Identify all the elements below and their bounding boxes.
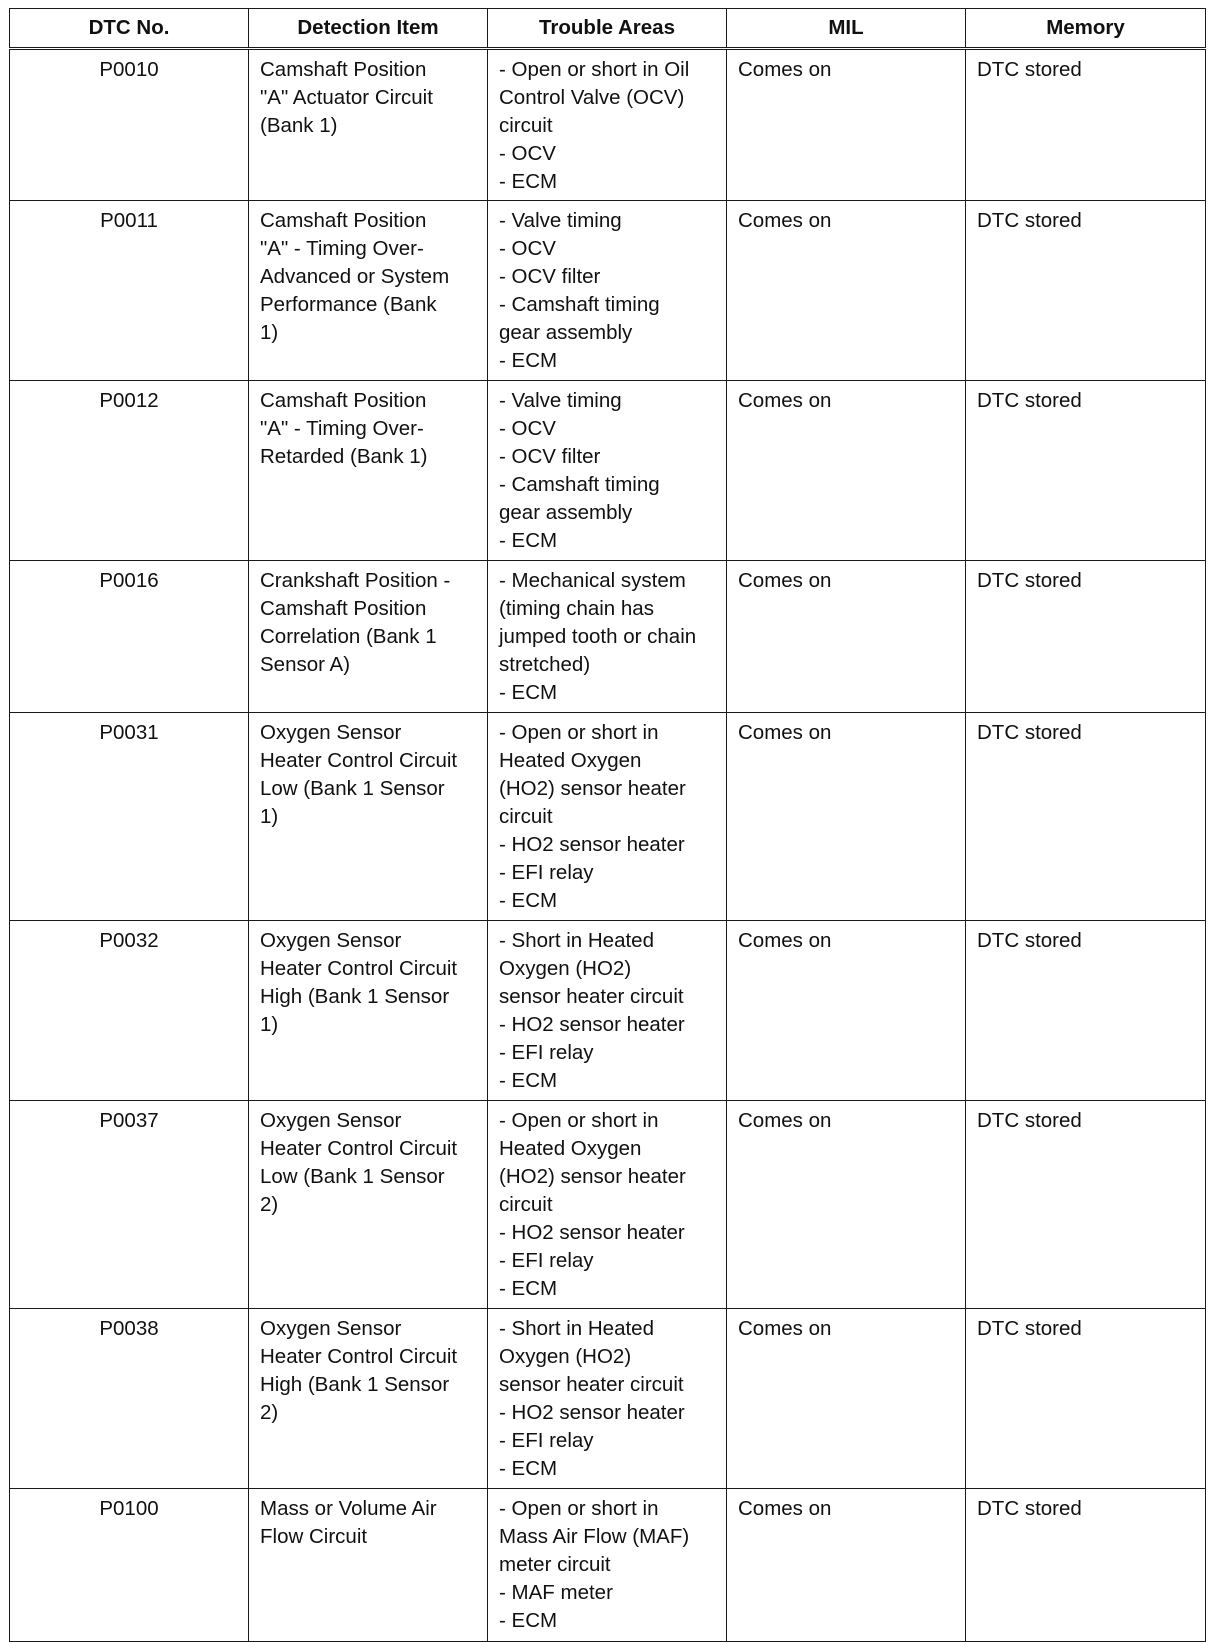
- memory-cell: DTC stored: [966, 1101, 1206, 1309]
- memory-cell: DTC stored: [966, 561, 1206, 713]
- trouble-area-line: (timing chain has: [499, 597, 654, 620]
- trouble-area-line: - ECM: [499, 1609, 558, 1632]
- trouble-area-line: Control Valve (OCV): [499, 86, 685, 109]
- dtc-code-cell: P0100: [10, 1489, 249, 1642]
- trouble-area-line: (HO2) sensor heater: [499, 1165, 686, 1188]
- detection-item-line: Camshaft Position: [260, 597, 427, 620]
- mil-cell: Comes on: [727, 561, 966, 713]
- detection-item-line: "A" - Timing Over-: [260, 417, 424, 440]
- detection-item-line: Heater Control Circuit: [260, 957, 458, 980]
- trouble-area-line: - OCV: [499, 417, 556, 440]
- trouble-area-line: Heated Oxygen: [499, 1137, 642, 1160]
- detection-item-line: Correlation (Bank 1: [260, 625, 437, 648]
- header-row: [10, 9, 1206, 49]
- header-memory: Memory: [966, 9, 1206, 49]
- memory-cell: DTC stored: [966, 921, 1206, 1101]
- trouble-area-line: Heated Oxygen: [499, 749, 642, 772]
- detection-item-line: Oxygen Sensor: [260, 721, 402, 744]
- trouble-area-line: - Camshaft timing: [499, 473, 660, 496]
- header-trouble-areas: Trouble Areas: [488, 9, 727, 49]
- trouble-area-line: circuit: [499, 805, 553, 828]
- detection-item-line: Heater Control Circuit: [260, 1345, 458, 1368]
- trouble-areas-cell: [488, 381, 727, 561]
- detection-item-cell: [249, 561, 488, 713]
- memory-cell: DTC stored: [966, 381, 1206, 561]
- mil-cell: Comes on: [727, 1309, 966, 1489]
- detection-item-line: "A" Actuator Circuit: [260, 86, 433, 109]
- mil-cell: Comes on: [727, 921, 966, 1101]
- memory-cell: DTC stored: [966, 49, 1206, 201]
- memory-cell: DTC stored: [966, 1309, 1206, 1489]
- detection-item-line: Crankshaft Position -: [260, 569, 451, 592]
- detection-item-cell: [249, 713, 488, 921]
- detection-item-line: Flow Circuit: [260, 1525, 368, 1548]
- trouble-areas-cell: [488, 921, 727, 1101]
- trouble-areas-cell: [488, 561, 727, 713]
- detection-item-line: Camshaft Position: [260, 389, 427, 412]
- trouble-area-line: - ECM: [499, 529, 558, 552]
- trouble-areas-cell: [488, 49, 727, 201]
- trouble-area-line: - Mechanical system: [499, 569, 686, 592]
- trouble-area-line: - ECM: [499, 170, 558, 193]
- detection-item-cell: [249, 1101, 488, 1309]
- trouble-area-line: - ECM: [499, 681, 558, 704]
- trouble-area-line: - ECM: [499, 1069, 558, 1092]
- detection-item-line: Retarded (Bank 1): [260, 445, 428, 468]
- table-row: [10, 561, 1206, 713]
- detection-item-line: Sensor A): [260, 653, 351, 676]
- trouble-areas-cell: [488, 1101, 727, 1309]
- detection-item-line: 2): [260, 1193, 279, 1216]
- trouble-areas-cell: [488, 1309, 727, 1489]
- detection-item-line: High (Bank 1 Sensor: [260, 1373, 450, 1396]
- mil-cell: Comes on: [727, 201, 966, 381]
- detection-item-line: Oxygen Sensor: [260, 1317, 402, 1340]
- table-row: [10, 713, 1206, 921]
- detection-item-line: Oxygen Sensor: [260, 929, 402, 952]
- trouble-area-line: stretched): [499, 653, 591, 676]
- memory-cell: DTC stored: [966, 713, 1206, 921]
- trouble-area-line: - Open or short in: [499, 1109, 659, 1132]
- mil-cell: Comes on: [727, 381, 966, 561]
- trouble-area-line: - EFI relay: [499, 1429, 594, 1452]
- header-detection-item: Detection Item: [249, 9, 488, 49]
- trouble-area-line: - HO2 sensor heater: [499, 833, 685, 856]
- header-mil: MIL: [727, 9, 966, 49]
- dtc-code-cell: P0012: [10, 381, 249, 561]
- trouble-area-line: meter circuit: [499, 1553, 611, 1576]
- detection-item-line: Performance (Bank: [260, 293, 437, 316]
- trouble-area-line: - Valve timing: [499, 389, 622, 412]
- mil-cell: Comes on: [727, 1489, 966, 1642]
- detection-item-line: Mass or Volume Air: [260, 1497, 437, 1520]
- table-body: [10, 49, 1206, 1642]
- detection-item-line: Heater Control Circuit: [260, 749, 458, 772]
- table-row: [10, 921, 1206, 1101]
- trouble-area-line: - OCV filter: [499, 265, 601, 288]
- trouble-areas-cell: [488, 201, 727, 381]
- trouble-area-line: - Open or short in: [499, 721, 659, 744]
- dtc-code-cell: P0016: [10, 561, 249, 713]
- trouble-area-line: - MAF meter: [499, 1581, 613, 1604]
- trouble-area-line: - HO2 sensor heater: [499, 1401, 685, 1424]
- table-row: [10, 1489, 1206, 1642]
- detection-item-cell: [249, 921, 488, 1101]
- detection-item-cell: [249, 201, 488, 381]
- table-header: [10, 9, 1206, 49]
- detection-item-line: Camshaft Position: [260, 58, 427, 81]
- detection-item-cell: [249, 1309, 488, 1489]
- detection-item-line: High (Bank 1 Sensor: [260, 985, 450, 1008]
- table-row: [10, 49, 1206, 201]
- dtc-code-cell: P0038: [10, 1309, 249, 1489]
- trouble-area-line: - Open or short in Oil: [499, 58, 690, 81]
- trouble-area-line: - EFI relay: [499, 1041, 594, 1064]
- trouble-area-line: - HO2 sensor heater: [499, 1221, 685, 1244]
- detection-item-line: Heater Control Circuit: [260, 1137, 458, 1160]
- trouble-area-line: - EFI relay: [499, 1249, 594, 1272]
- trouble-area-line: jumped tooth or chain: [499, 625, 697, 648]
- dtc-code-cell: P0032: [10, 921, 249, 1101]
- trouble-areas-cell: [488, 713, 727, 921]
- detection-item-line: Low (Bank 1 Sensor: [260, 777, 445, 800]
- trouble-area-line: - Open or short in: [499, 1497, 659, 1520]
- table-row: [10, 1309, 1206, 1489]
- memory-cell: DTC stored: [966, 201, 1206, 381]
- trouble-area-line: - EFI relay: [499, 861, 594, 884]
- dtc-code-cell: P0037: [10, 1101, 249, 1309]
- table-row: [10, 1101, 1206, 1309]
- trouble-area-line: circuit: [499, 114, 553, 137]
- trouble-area-line: - ECM: [499, 1277, 558, 1300]
- trouble-area-line: - OCV: [499, 237, 556, 260]
- trouble-area-line: gear assembly: [499, 321, 633, 344]
- trouble-area-line: Mass Air Flow (MAF): [499, 1525, 690, 1548]
- table-row: [10, 381, 1206, 561]
- detection-item-line: 1): [260, 805, 279, 828]
- trouble-area-line: sensor heater circuit: [499, 1373, 684, 1396]
- trouble-area-line: - OCV: [499, 142, 556, 165]
- trouble-area-line: - ECM: [499, 889, 558, 912]
- trouble-area-line: - HO2 sensor heater: [499, 1013, 685, 1036]
- trouble-areas-cell: [488, 1489, 727, 1642]
- detection-item-line: Low (Bank 1 Sensor: [260, 1165, 445, 1188]
- dtc-code-cell: P0011: [10, 201, 249, 381]
- detection-item-cell: [249, 49, 488, 201]
- detection-item-cell: [249, 381, 488, 561]
- memory-cell: DTC stored: [966, 1489, 1206, 1642]
- detection-item-line: Oxygen Sensor: [260, 1109, 402, 1132]
- trouble-area-line: gear assembly: [499, 501, 633, 524]
- detection-item-line: Advanced or System: [260, 265, 450, 288]
- dtc-code-cell: P0010: [10, 49, 249, 201]
- trouble-area-line: - Short in Heated: [499, 929, 654, 952]
- trouble-area-line: - Camshaft timing: [499, 293, 660, 316]
- detection-item-line: 1): [260, 1013, 279, 1036]
- trouble-area-line: (HO2) sensor heater: [499, 777, 686, 800]
- mil-cell: Comes on: [727, 713, 966, 921]
- dtc-table: [9, 8, 1206, 1642]
- mil-cell: Comes on: [727, 1101, 966, 1309]
- trouble-area-line: - OCV filter: [499, 445, 601, 468]
- detection-item-line: (Bank 1): [260, 114, 338, 137]
- detection-item-line: 1): [260, 321, 279, 344]
- trouble-area-line: Oxygen (HO2): [499, 957, 632, 980]
- header-dtc-no: DTC No.: [10, 9, 249, 49]
- trouble-area-line: - Valve timing: [499, 209, 622, 232]
- trouble-area-line: - ECM: [499, 349, 558, 372]
- table-row: [10, 201, 1206, 381]
- mil-cell: Comes on: [727, 49, 966, 201]
- trouble-area-line: circuit: [499, 1193, 553, 1216]
- trouble-area-line: - ECM: [499, 1457, 558, 1480]
- trouble-area-line: sensor heater circuit: [499, 985, 684, 1008]
- detection-item-line: "A" - Timing Over-: [260, 237, 424, 260]
- detection-item-cell: [249, 1489, 488, 1642]
- detection-item-line: 2): [260, 1401, 279, 1424]
- trouble-area-line: Oxygen (HO2): [499, 1345, 632, 1368]
- detection-item-line: Camshaft Position: [260, 209, 427, 232]
- dtc-code-cell: P0031: [10, 713, 249, 921]
- trouble-area-line: - Short in Heated: [499, 1317, 654, 1340]
